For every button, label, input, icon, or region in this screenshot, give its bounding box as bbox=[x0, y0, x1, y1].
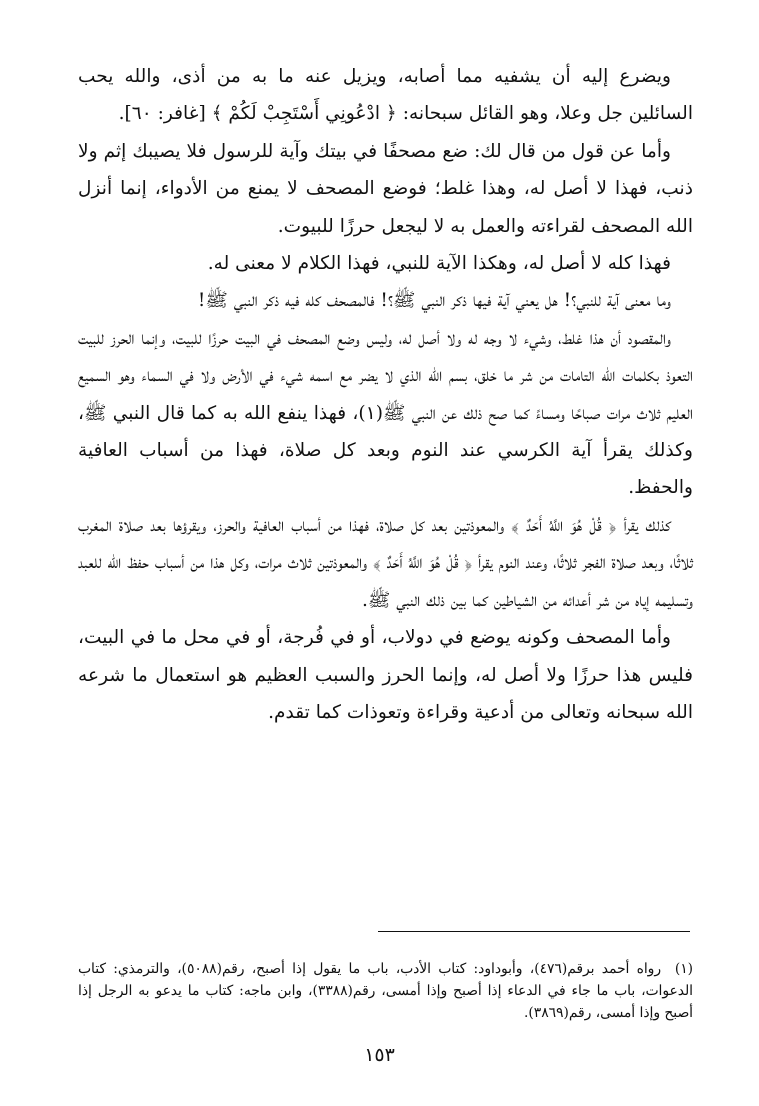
paragraph-5: والمقصود أن هذا غلط، وشيء لا وجه له ولا أصل له، وليس وضع المصحف في البيت حرزًا للبيت، وإنما الحرز للبيت التعوذ بكلمات الله التامات من شر ما خلق، بسم الله الذي لا يضر مع اسمه شيء في الأرض ولا في السماء وهو السميع العليم ثلاث مرات صباحًا ومساءً كما صح ذلك عن النبي ﷺ(١)، فهذا ينفع الله به كما قال النبي ﷺ، وكذلك يقرأ آية الكرسي عند النوم وبعد كل صلاة، فهذا من أسباب العافية والحفظ. bbox=[78, 327, 693, 499]
paragraph-4: وما معنى آية للنبي؟! هل يعني آية فيها ذكر النبي ﷺ؟! فالمصحف كله فيه ذكر النبي ﷺ! bbox=[197, 290, 671, 312]
paragraph-6: كذلك يقرأ ﴿ قُلْ هُوَ اللَّهُ أَحَدٌ ﴾ والمعوذتين بعد كل صلاة، فهذا من أسباب العافية والحرز، ويقرؤها بعد صلاة المغرب ثلاثًا، وبعد صلاة الفجر ثلاثًا، وعند النوم يقرأ ﴿ قُلْ هُوَ اللَّهُ أَحَدٌ ﴾ والمعوذتين ثلاث مرات، وكل هذا من أسباب حفظ الله للعبد وتسليمه إياه من شر أعدائه من الشياطين كما بين ذلك النبي ﷺ. bbox=[78, 514, 693, 611]
footnote-separator bbox=[378, 931, 690, 932]
footnote-1 bbox=[78, 958, 693, 1025]
footnote-text: رواه أحمد برقم(٤٧٦)، وأبوداود: كتاب الأدب، باب ما يقول إذا أصبح، رقم(٥٠٨٨)، والترمذي: كتاب الدعوات، باب ما جاء في الدعاء إذا أصبح وإذا أمسى، رقم(٣٣٨٨)، وابن ماجه: كتاب ما يدعو به الرجل إذا أصبح وإذا أمسى، رقم(٣٨٦٩). bbox=[78, 961, 694, 1022]
footnotes bbox=[78, 958, 693, 1025]
page-number: ١٥٣ bbox=[364, 1044, 395, 1066]
paragraph-3: فهذا كله لا أصل له، وهكذا الآية للنبي، فهذا الكلام لا معنى له. bbox=[207, 253, 671, 275]
main-text bbox=[78, 58, 693, 731]
paragraph-2: وأما عن قول من قال لك: ضع مصحفًا في بيتك وآية للرسول فلا يصيبك إثم ولا ذنب، فهذا لا أصل له، وهذا غلط؛ فوضع المصحف لا يمنع من الأدواء، إنما أنزل الله المصحف لقراءته والعمل به لا ليجعل حرزًا للبيوت. bbox=[78, 140, 693, 237]
footnote-marker: (١) bbox=[674, 961, 694, 977]
paragraph-1: ويضرع إليه أن يشفيه مما أصابه، ويزيل عنه ما به من أذى، والله يحب السائلين جل وعلا، وهو القائل سبحانه: ﴿ ادْعُونِي أَسْتَجِبْ لَكُمْ ﴾ [غافر: ٦٠]. bbox=[78, 66, 693, 125]
paragraph-7: وأما المصحف وكونه يوضع في دولاب، أو في فُرجة، أو في محل ما في البيت، فليس هذا حرزًا ولا أصل له، وإنما الحرز والسبب العظيم هو استعمال ما شرعه الله سبحانه وتعالى من أدعية وقراءة وتعوذات كما تقدم. bbox=[78, 627, 693, 723]
